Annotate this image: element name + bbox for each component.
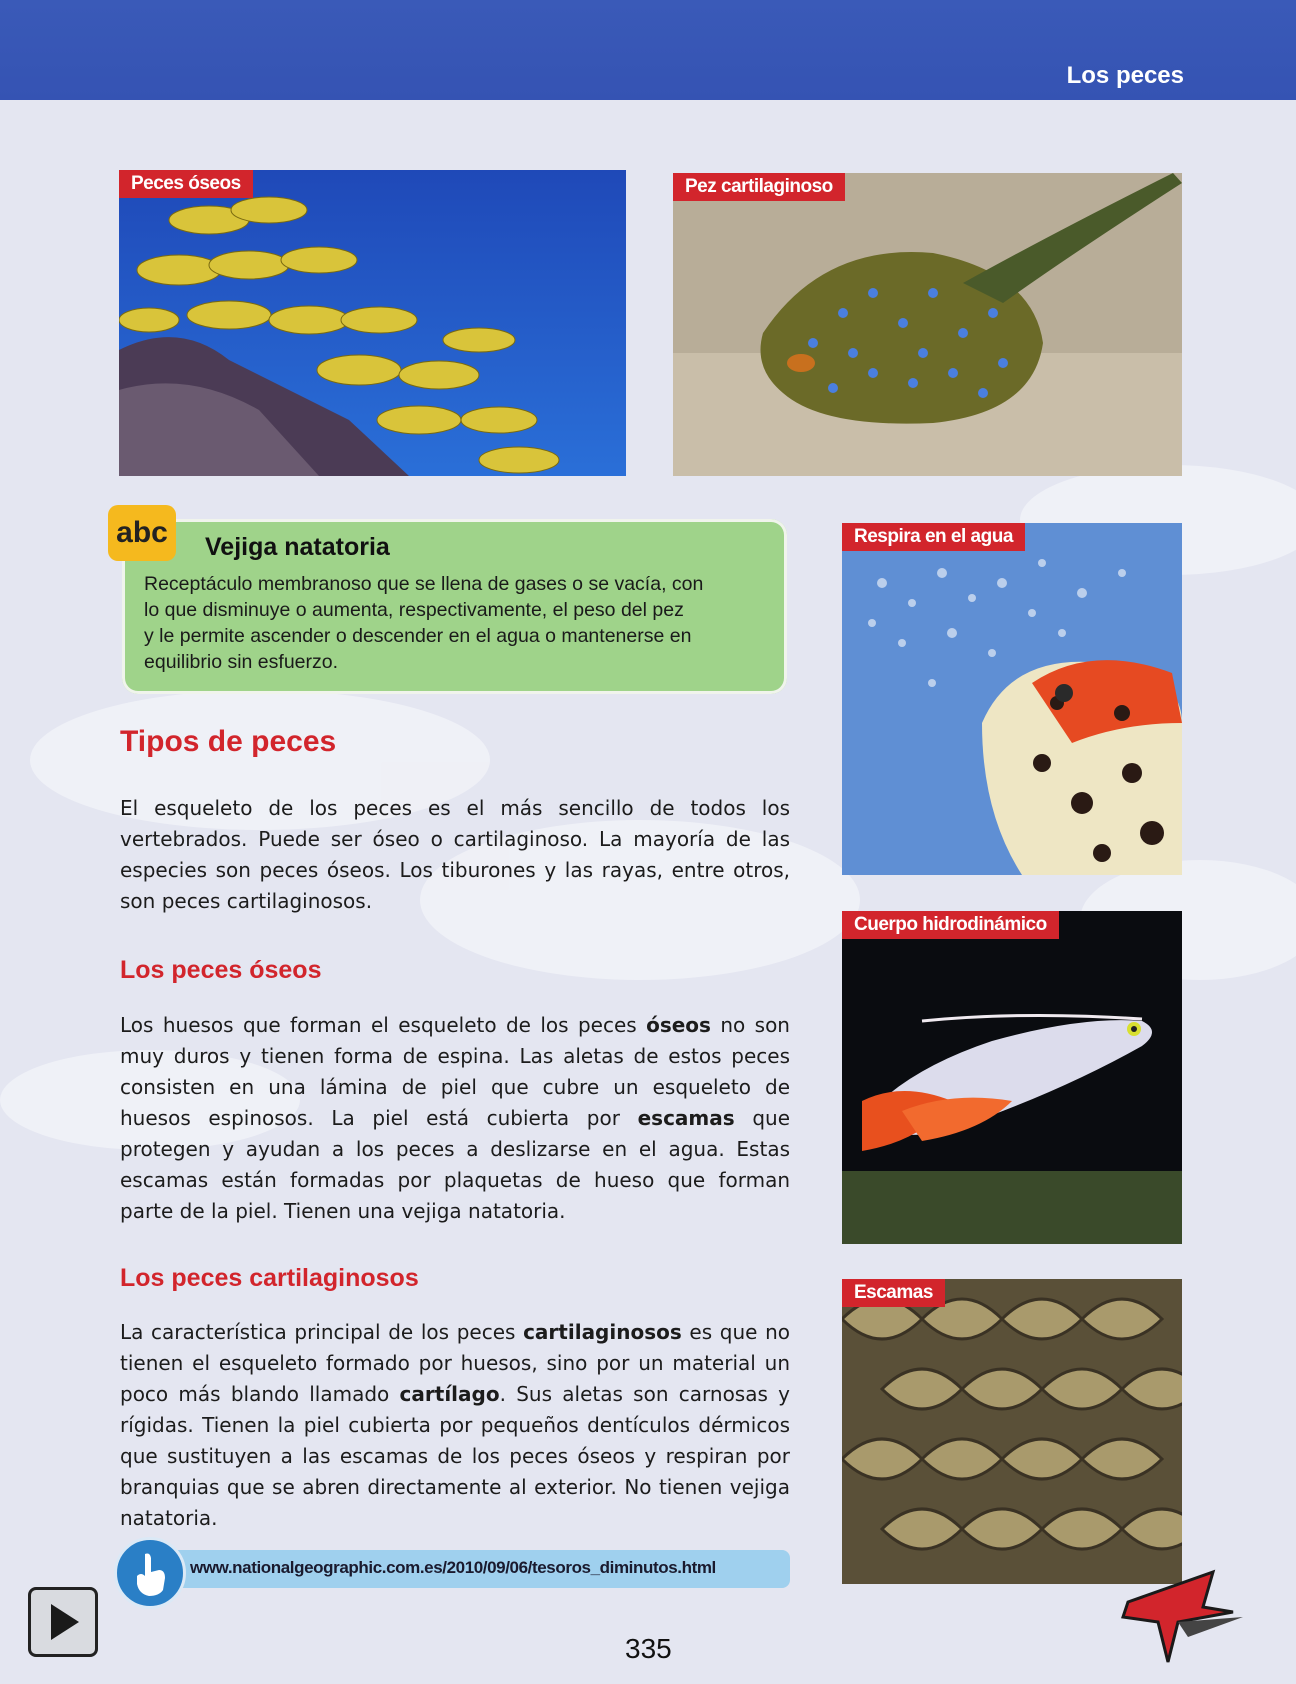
web-link[interactable]: www.nationalgeographic.com.es/2010/09/06/tesoros_diminutos.html — [190, 1558, 716, 1577]
photo-label-bony-fish: Peces óseos — [119, 170, 253, 198]
photo-stingray — [673, 173, 1182, 476]
glossary-line: equilibrio sin esfuerzo. — [144, 651, 339, 673]
cartilaginous-paragraph: La característica principal de los peces cartilaginosos es que no tienen el esqueleto formado por huesos, sino por un material un poco más blando llamado cartílago. Sus aletas son carnosas y rígidas. Tienen la piel cubierta por pequeños dentículos dérmicos que sustituyen a las escamas de los peces óseos y respiran por branquias que se abren directamente al exterior. No tienen vejiga natatoria. — [120, 1320, 791, 1530]
header-bar — [0, 0, 1296, 100]
glossary-line: lo que disminuye o aumenta, respectivamente, el peso del pez — [144, 599, 684, 621]
play-icon — [31, 1590, 95, 1654]
publisher-logo-icon — [1118, 1562, 1248, 1667]
photo-label-stingray: Pez cartilaginoso — [673, 173, 845, 201]
photo-scales — [842, 1279, 1182, 1584]
intro-paragraph: El esqueleto de los peces es el más sencillo de todos los vertebrados. Puede ser óseo o cartilaginoso. La mayoría de las especies son peces óseos. Los tiburones y las rayas, entre otros, son peces cartilaginosos. — [120, 796, 790, 913]
photo-bony-fish — [119, 170, 626, 476]
bony-paragraph: Los huesos que forman el esqueleto de los peces óseos no son muy duros y tienen forma de espina. Las aletas de estos peces consisten en una lámina de piel que cubre un esqueleto de huesos espinosos. La piel está cubierta por escamas que protegen y ayudan a los peces a deslizarse en el agua. Estas escamas están formadas por plaquetas de hueso que forman parte de la piel. Tienen una vejiga natatoria. — [120, 1013, 790, 1223]
glossary-definition — [144, 571, 769, 675]
photo-label-firefish: Cuerpo hidrodinámico — [842, 911, 1059, 939]
glossary-line: y le permite ascender o descender en el agua o mantenerse en — [144, 625, 692, 647]
page-number: 335 — [625, 1633, 672, 1664]
play-button[interactable] — [28, 1587, 98, 1657]
glossary-title: Vejiga natatoria — [205, 533, 390, 561]
cartilaginous-heading: Los peces cartilaginosos — [120, 1264, 419, 1292]
main-heading: Tipos de peces — [120, 725, 337, 758]
hand-pointer-icon — [114, 1537, 186, 1609]
section-title: Los peces — [1066, 62, 1184, 89]
glossary-badge: abc — [108, 505, 176, 561]
photo-firefish — [842, 911, 1182, 1244]
photo-label-koi: Respira en el agua — [842, 523, 1025, 551]
bony-heading: Los peces óseos — [120, 956, 322, 984]
glossary-line: Receptáculo membranoso que se llena de gases o se vacía, con — [144, 573, 704, 595]
photo-koi — [842, 523, 1182, 875]
photo-label-scales: Escamas — [842, 1279, 945, 1307]
